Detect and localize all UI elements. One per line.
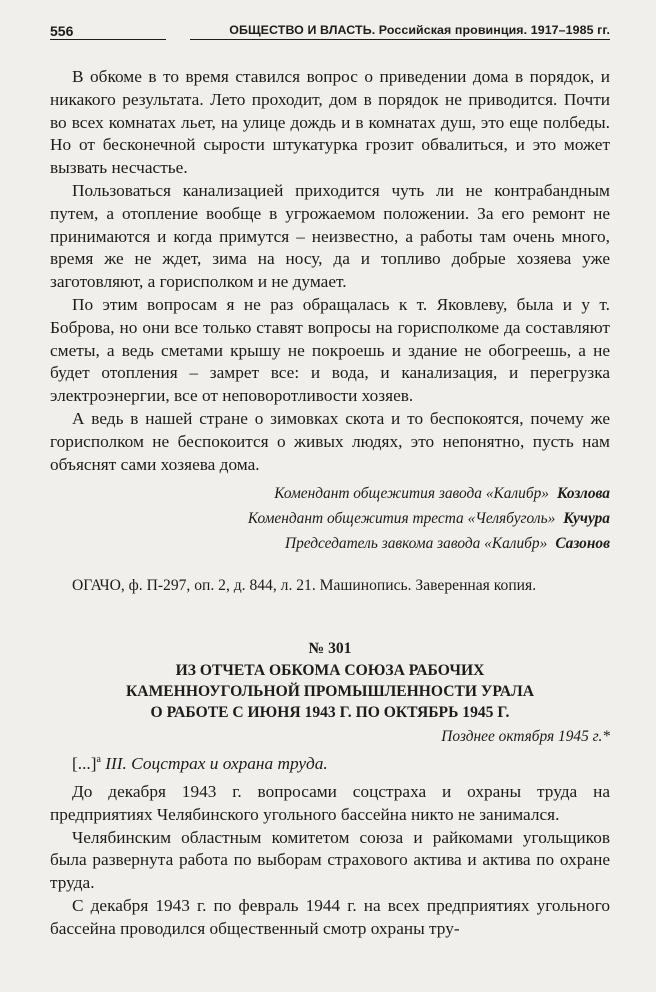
document-title xyxy=(50,660,610,723)
archive-reference: ОГАЧО, ф. П-297, оп. 2, д. 844, л. 21. Машинопись. Заверенная копия. xyxy=(72,576,537,594)
paragraph: Челябинским областным комитетом союза и райкомами угольщиков была развернута работа по выборам страхового актива и актива по охране труда. xyxy=(50,827,610,893)
paragraph: Пользоваться канализацией приходится чуть ли не контрабандным путем, а отопление вообще в угрожаемом положении. За его ремонт не принимаются и когда примутся – неизвестно, а работы там очень много, время же не ждет, зима на носу, да и топливо добрые хозяева уже заготовляют, а горисполком и не думает. xyxy=(50,180,610,292)
main-text-column xyxy=(50,66,610,941)
paragraph: А ведь в нашей стране о зимовках скота и то беспокоятся, почему же горисполком не беспокоится о живых людях, это непонятно, пусть нам объяснят сами хозяева дома. xyxy=(50,408,610,474)
section-heading xyxy=(50,749,610,776)
signature-line xyxy=(50,507,610,532)
paragraph: По этим вопросам я не раз обращалась к т. Яковлеву, была и у т. Боброва, но они все только ставят вопросы на горисполкоме да составляют сметы, а ведь сметами крышу не покроешь и здание не обогреешь, а не будет отопления – замрет все: и вода, и канализация, и перегрузка электроэнергии, все от неповоротливости хозяев. xyxy=(50,294,610,406)
document-date: Позднее октября 1945 г.* xyxy=(441,727,610,745)
signature-role: Комендант общежития завода «Калибр» xyxy=(274,485,549,503)
document-number: № 301 xyxy=(308,639,352,657)
paragraph: В обкоме в то время ставился вопрос о приведении дома в порядок, и никакого результата. Лето проходит, дом в порядок не приводится. Почти во всех комнатах льет, на улице дождь и в комнатах душ, это еще полбеды. Но от бесконечной сырости штукатурка грозит обвалиться, и это может вызвать несчастье. xyxy=(50,67,610,178)
paragraph: До декабря 1943 г. вопросами соцстраха и охраны труда на предприятиях Челябинского угольного бассейна никто не занимался. xyxy=(50,782,610,824)
signature-line xyxy=(50,482,610,507)
signature-role: Комендант общежития треста «Челябуголь» xyxy=(247,510,556,528)
ellipsis-bracket: [...] xyxy=(72,753,97,773)
page-number: 556 xyxy=(50,23,74,39)
running-head xyxy=(50,20,610,42)
document-title-line: ИЗ ОТЧЕТА ОБКОМА СОЮЗА РАБОЧИХ xyxy=(175,661,485,679)
paragraph: С декабря 1943 г. по февраль 1944 г. на всех предприятиях угольного бассейна проводился общественный смотр охраны тру- xyxy=(50,896,610,938)
signature-line xyxy=(50,532,610,557)
running-title: ОБЩЕСТВО И ВЛАСТЬ. Российская провинция. 1917–1985 гг. xyxy=(229,23,610,37)
header-rule-right xyxy=(190,39,610,40)
document-title-line: КАМЕННОУГОЛЬНОЙ ПРОМЫШЛЕННОСТИ УРАЛА xyxy=(126,682,534,700)
section-title: III. Соцстрах и охрана труда. xyxy=(105,753,328,773)
footnote-marker: а xyxy=(96,753,101,765)
signature-name: Кучура xyxy=(563,510,610,528)
header-rule-left xyxy=(50,39,166,40)
signature-name: Козлова xyxy=(556,485,610,503)
signature-role: Председатель завкома завода «Калибр» xyxy=(284,534,548,552)
signature-name: Сазонов xyxy=(555,534,610,552)
document-title-line: О РАБОТЕ С ИЮНЯ 1943 Г. ПО ОКТЯБРЬ 1945 Г. xyxy=(150,703,510,721)
